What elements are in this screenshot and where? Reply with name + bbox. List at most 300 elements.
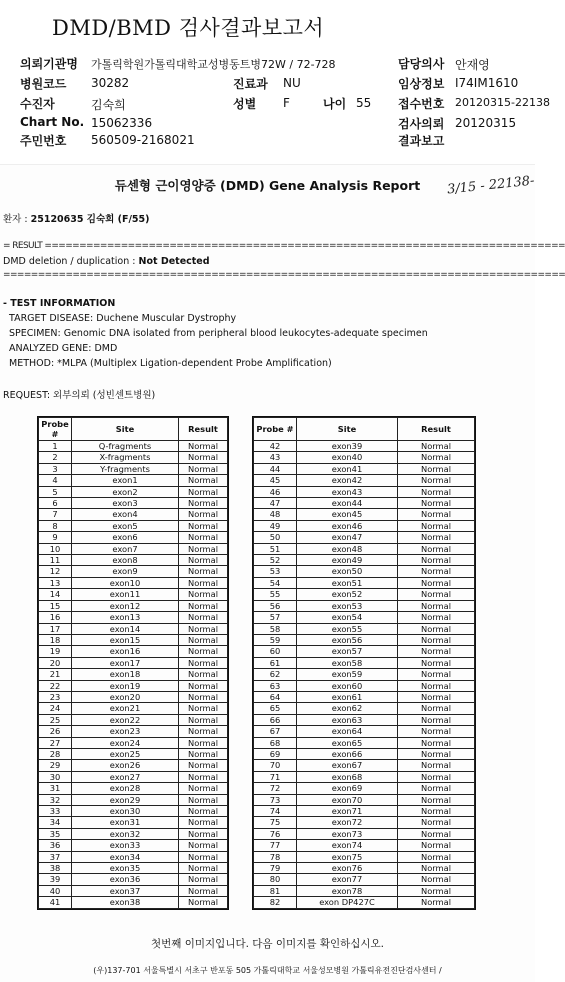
patient-label: 수진자 bbox=[20, 97, 55, 111]
probe-result: Normal bbox=[179, 840, 228, 851]
probe-site: exon55 bbox=[297, 623, 398, 634]
probe-number: 12 bbox=[39, 566, 72, 577]
probe-site: exon17 bbox=[72, 657, 179, 668]
probe-result: Normal bbox=[179, 703, 228, 714]
probe-number: 81 bbox=[254, 885, 297, 896]
probe-site: exon40 bbox=[297, 452, 398, 463]
table-row bbox=[39, 874, 228, 885]
probe-result: Normal bbox=[179, 555, 228, 566]
probe-site: exon24 bbox=[72, 737, 179, 748]
table-row bbox=[254, 543, 475, 554]
table-row bbox=[254, 498, 475, 509]
table-row bbox=[254, 714, 475, 725]
probe-number: 31 bbox=[39, 783, 72, 794]
probe-number: 67 bbox=[254, 726, 297, 737]
probe-result: Normal bbox=[398, 714, 475, 725]
table-row bbox=[254, 566, 475, 577]
table-row bbox=[254, 737, 475, 748]
probe-result: Normal bbox=[179, 498, 228, 509]
probe-result: Normal bbox=[398, 669, 475, 680]
probe-number: 38 bbox=[39, 863, 72, 874]
dept-label: 진료과 bbox=[233, 77, 268, 91]
probe-site: exon41 bbox=[297, 463, 398, 474]
probe-number: 60 bbox=[254, 646, 297, 657]
probe-number: 20 bbox=[39, 657, 72, 668]
table-row bbox=[39, 840, 228, 851]
probe-result: Normal bbox=[179, 737, 228, 748]
probe-number: 82 bbox=[254, 897, 297, 908]
probe-number: 15 bbox=[39, 600, 72, 611]
probe-site: exon67 bbox=[297, 760, 398, 771]
probe-result: Normal bbox=[179, 532, 228, 543]
probe-number: 33 bbox=[39, 806, 72, 817]
table-row bbox=[254, 509, 475, 520]
probe-result: Normal bbox=[179, 589, 228, 600]
probe-site: exon68 bbox=[297, 771, 398, 782]
col-site-header: Site bbox=[72, 418, 179, 441]
table-row bbox=[254, 600, 475, 611]
col-result-header: Result bbox=[179, 418, 228, 441]
probe-result: Normal bbox=[398, 726, 475, 737]
probe-number: 3 bbox=[39, 463, 72, 474]
probe-number: 6 bbox=[39, 498, 72, 509]
document-title: DMD/BMD 검사결과보고서 bbox=[52, 16, 325, 40]
probe-number: 45 bbox=[254, 475, 297, 486]
probe-number: 51 bbox=[254, 543, 297, 554]
result-separator: = RESULT =========================================================================== bbox=[3, 241, 565, 251]
probe-site: exon59 bbox=[297, 669, 398, 680]
probe-result: Normal bbox=[398, 703, 475, 714]
probe-site: exon73 bbox=[297, 828, 398, 839]
probe-result: Normal bbox=[398, 863, 475, 874]
probe-number: 35 bbox=[39, 828, 72, 839]
probe-site: Q-fragments bbox=[72, 441, 179, 452]
table-row bbox=[254, 680, 475, 691]
table-row bbox=[254, 577, 475, 588]
probe-number: 40 bbox=[39, 885, 72, 896]
chart-no-label: Chart No. bbox=[20, 115, 85, 129]
probe-number: 41 bbox=[39, 897, 72, 908]
probe-site: exon70 bbox=[297, 794, 398, 805]
table-row bbox=[39, 543, 228, 554]
probe-result: Normal bbox=[398, 475, 475, 486]
probe-site: exon62 bbox=[297, 703, 398, 714]
probe-number: 71 bbox=[254, 771, 297, 782]
probe-result: Normal bbox=[398, 680, 475, 691]
table-row bbox=[39, 794, 228, 805]
table-row bbox=[254, 874, 475, 885]
probe-result: Normal bbox=[179, 463, 228, 474]
table-row bbox=[254, 726, 475, 737]
probe-number: 23 bbox=[39, 691, 72, 702]
table-row bbox=[39, 669, 228, 680]
probe-number: 16 bbox=[39, 612, 72, 623]
probe-site: exon13 bbox=[72, 612, 179, 623]
probe-site: exon64 bbox=[297, 726, 398, 737]
probe-result: Normal bbox=[398, 794, 475, 805]
result-report-label: 결과보고 bbox=[398, 134, 445, 148]
probe-number: 25 bbox=[39, 714, 72, 725]
probe-site: exon44 bbox=[297, 498, 398, 509]
probe-site: exon29 bbox=[72, 794, 179, 805]
table-row bbox=[39, 863, 228, 874]
target-disease: TARGET DISEASE: Duchene Muscular Dystrophy bbox=[9, 313, 237, 324]
probe-site: exon12 bbox=[72, 600, 179, 611]
probe-site: exon50 bbox=[297, 566, 398, 577]
probe-site: exon36 bbox=[72, 874, 179, 885]
table-row bbox=[39, 555, 228, 566]
table-row bbox=[39, 623, 228, 634]
probe-result: Normal bbox=[398, 566, 475, 577]
specimen: SPECIMEN: Genomic DNA isolated from peripheral blood leukocytes-adequate specimen bbox=[9, 328, 428, 339]
probe-site: exon56 bbox=[297, 634, 398, 645]
probe-site: exon8 bbox=[72, 555, 179, 566]
probe-result: Normal bbox=[398, 543, 475, 554]
request-line: REQUEST: 외부의뢰 (성빈센트병원) bbox=[3, 390, 156, 401]
table-row bbox=[39, 828, 228, 839]
table-row bbox=[39, 463, 228, 474]
probe-number: 11 bbox=[39, 555, 72, 566]
receipt-label: 접수번호 bbox=[398, 97, 445, 111]
probe-result: Normal bbox=[398, 885, 475, 896]
probe-result: Normal bbox=[398, 486, 475, 497]
probe-number: 48 bbox=[254, 509, 297, 520]
probe-site: exon66 bbox=[297, 748, 398, 759]
table-row bbox=[39, 748, 228, 759]
table-row bbox=[39, 634, 228, 645]
probe-site: exon11 bbox=[72, 589, 179, 600]
probe-result: Normal bbox=[179, 657, 228, 668]
probe-site: exon63 bbox=[297, 714, 398, 725]
probe-site: exon10 bbox=[72, 577, 179, 588]
probe-number: 52 bbox=[254, 555, 297, 566]
probe-result: Normal bbox=[179, 486, 228, 497]
probe-number: 1 bbox=[39, 441, 72, 452]
chart-no-value: 15062336 bbox=[91, 116, 153, 130]
probe-result: Normal bbox=[398, 806, 475, 817]
probe-result: Normal bbox=[179, 897, 228, 908]
probe-result: Normal bbox=[398, 691, 475, 702]
probe-site: exon37 bbox=[72, 885, 179, 896]
probe-result: Normal bbox=[398, 646, 475, 657]
probe-number: 68 bbox=[254, 737, 297, 748]
probe-result: Normal bbox=[398, 828, 475, 839]
hospital-code-value: 30282 bbox=[91, 76, 130, 90]
table-row bbox=[39, 680, 228, 691]
probe-site: exon52 bbox=[297, 589, 398, 600]
probe-number: 4 bbox=[39, 475, 72, 486]
table-row bbox=[254, 532, 475, 543]
probe-site: exon53 bbox=[297, 600, 398, 611]
probe-result: Normal bbox=[398, 612, 475, 623]
probe-number: 18 bbox=[39, 634, 72, 645]
probe-site: exon18 bbox=[72, 669, 179, 680]
probe-number: 59 bbox=[254, 634, 297, 645]
probe-number: 64 bbox=[254, 691, 297, 702]
probe-site: exon54 bbox=[297, 612, 398, 623]
probe-result: Normal bbox=[179, 520, 228, 531]
probe-result: Normal bbox=[398, 441, 475, 452]
probe-result: Normal bbox=[179, 646, 228, 657]
probe-number: 24 bbox=[39, 703, 72, 714]
probe-site: exon16 bbox=[72, 646, 179, 657]
table-row bbox=[254, 885, 475, 896]
probe-table-right bbox=[253, 417, 475, 909]
probe-number: 7 bbox=[39, 509, 72, 520]
probe-result: Normal bbox=[179, 714, 228, 725]
probe-site: exon9 bbox=[72, 566, 179, 577]
patient-line: 환자 : 25120635 김숙희 (F/55) bbox=[3, 214, 150, 225]
probe-result: Normal bbox=[179, 885, 228, 896]
table-row bbox=[254, 657, 475, 668]
probe-site: exon28 bbox=[72, 783, 179, 794]
probe-result: Normal bbox=[179, 600, 228, 611]
table-row bbox=[254, 828, 475, 839]
probe-number: 5 bbox=[39, 486, 72, 497]
probe-site: exon39 bbox=[297, 441, 398, 452]
age-value: 55 bbox=[356, 96, 372, 110]
probe-number: 14 bbox=[39, 589, 72, 600]
hospital-code-label: 병원코드 bbox=[20, 77, 67, 91]
probe-site: exon46 bbox=[297, 520, 398, 531]
dept-value: NU bbox=[283, 76, 301, 90]
probe-result: Normal bbox=[179, 806, 228, 817]
table-row bbox=[39, 851, 228, 862]
table-row bbox=[39, 441, 228, 452]
test-info-heading: - TEST INFORMATION bbox=[3, 298, 116, 309]
probe-result: Normal bbox=[179, 566, 228, 577]
probe-number: 37 bbox=[39, 851, 72, 862]
handwritten-note: 3/15 - 22138- bbox=[446, 173, 536, 198]
table-row bbox=[39, 520, 228, 531]
probe-number: 76 bbox=[254, 828, 297, 839]
table-row bbox=[254, 634, 475, 645]
probe-site: exon74 bbox=[297, 840, 398, 851]
probe-number: 26 bbox=[39, 726, 72, 737]
table-row bbox=[254, 760, 475, 771]
clinical-value: I74IM1610 bbox=[455, 76, 519, 90]
probe-result: Normal bbox=[179, 748, 228, 759]
table-row bbox=[39, 452, 228, 463]
sex-label: 성별 bbox=[233, 97, 257, 111]
col-site-header: Site bbox=[297, 418, 398, 441]
probe-number: 10 bbox=[39, 543, 72, 554]
probe-result: Normal bbox=[398, 657, 475, 668]
receipt-value: 20120315-22138 bbox=[455, 96, 550, 109]
probe-result: Normal bbox=[398, 509, 475, 520]
col-probe-header: Probe # bbox=[254, 418, 297, 441]
probe-number: 70 bbox=[254, 760, 297, 771]
footer-address: (우)137-701 서울특별시 서초구 반포동 505 가톨릭대학교 서울성모병원 가톨릭유전진단검사센터 / bbox=[93, 966, 442, 975]
probe-site: exon69 bbox=[297, 783, 398, 794]
table-row bbox=[254, 794, 475, 805]
probe-result: Normal bbox=[179, 783, 228, 794]
probe-site: exon78 bbox=[297, 885, 398, 896]
probe-result: Normal bbox=[179, 817, 228, 828]
sex-value: F bbox=[283, 96, 290, 110]
table-row bbox=[39, 806, 228, 817]
table-row bbox=[254, 612, 475, 623]
probe-site: exon14 bbox=[72, 623, 179, 634]
probe-site: exon38 bbox=[72, 897, 179, 908]
probe-site: exon60 bbox=[297, 680, 398, 691]
probe-site: exon19 bbox=[72, 680, 179, 691]
probe-site: exon2 bbox=[72, 486, 179, 497]
probe-number: 36 bbox=[39, 840, 72, 851]
probe-number: 17 bbox=[39, 623, 72, 634]
probe-site: exon3 bbox=[72, 498, 179, 509]
patient-value: 김숙희 bbox=[91, 98, 126, 112]
probe-number: 32 bbox=[39, 794, 72, 805]
table-row bbox=[39, 771, 228, 782]
deletion-result: DMD deletion / duplication : Not Detected bbox=[3, 256, 210, 267]
age-label: 나이 bbox=[323, 97, 347, 111]
doctor-value: 안재영 bbox=[455, 58, 490, 72]
table-row bbox=[254, 475, 475, 486]
table-row bbox=[254, 463, 475, 474]
institution-label: 의뢰기관명 bbox=[20, 57, 78, 71]
probe-site: exon32 bbox=[72, 828, 179, 839]
doctor-label: 담당의사 bbox=[398, 57, 445, 71]
probe-site: exon35 bbox=[72, 863, 179, 874]
table-row bbox=[254, 520, 475, 531]
probe-number: 34 bbox=[39, 817, 72, 828]
probe-number: 29 bbox=[39, 760, 72, 771]
request-date-label: 검사의뢰 bbox=[398, 117, 445, 131]
probe-number: 62 bbox=[254, 669, 297, 680]
probe-result: Normal bbox=[398, 634, 475, 645]
table-row bbox=[39, 783, 228, 794]
probe-result: Normal bbox=[179, 543, 228, 554]
probe-number: 79 bbox=[254, 863, 297, 874]
probe-result: Normal bbox=[179, 874, 228, 885]
probe-result: Normal bbox=[398, 760, 475, 771]
probe-result: Normal bbox=[398, 623, 475, 634]
table-row bbox=[254, 806, 475, 817]
probe-number: 58 bbox=[254, 623, 297, 634]
probe-number: 73 bbox=[254, 794, 297, 805]
probe-number: 72 bbox=[254, 783, 297, 794]
probe-number: 27 bbox=[39, 737, 72, 748]
separator-line: ================================================================================= bbox=[3, 270, 565, 280]
probe-result: Normal bbox=[398, 817, 475, 828]
probe-site: exon45 bbox=[297, 509, 398, 520]
probe-result: Normal bbox=[398, 520, 475, 531]
probe-number: 54 bbox=[254, 577, 297, 588]
table-row bbox=[254, 840, 475, 851]
probe-number: 65 bbox=[254, 703, 297, 714]
table-row bbox=[254, 646, 475, 657]
table-row bbox=[39, 486, 228, 497]
probe-site: exon21 bbox=[72, 703, 179, 714]
probe-site: exon22 bbox=[72, 714, 179, 725]
table-row bbox=[39, 589, 228, 600]
probe-result: Normal bbox=[179, 623, 228, 634]
table-row bbox=[254, 623, 475, 634]
probe-number: 19 bbox=[39, 646, 72, 657]
probe-site: exon72 bbox=[297, 817, 398, 828]
table-row bbox=[254, 691, 475, 702]
probe-number: 55 bbox=[254, 589, 297, 600]
probe-result: Normal bbox=[398, 783, 475, 794]
table-row bbox=[39, 475, 228, 486]
institution-value: 가톨릭학원가톨릭대학교성병동트병72W / 72-728 bbox=[91, 58, 336, 71]
probe-result: Normal bbox=[179, 863, 228, 874]
table-row bbox=[254, 817, 475, 828]
table-row bbox=[39, 498, 228, 509]
table-row bbox=[39, 714, 228, 725]
probe-site: exon58 bbox=[297, 657, 398, 668]
probe-site: exon4 bbox=[72, 509, 179, 520]
probe-site: exon25 bbox=[72, 748, 179, 759]
probe-site: exon75 bbox=[297, 851, 398, 862]
probe-site: exon51 bbox=[297, 577, 398, 588]
table-row bbox=[39, 509, 228, 520]
probe-result: Normal bbox=[179, 634, 228, 645]
probe-site: exon20 bbox=[72, 691, 179, 702]
probe-result: Normal bbox=[179, 828, 228, 839]
col-probe-header: Probe # bbox=[39, 418, 72, 441]
table-row bbox=[254, 771, 475, 782]
table-row bbox=[39, 600, 228, 611]
probe-result: Normal bbox=[398, 532, 475, 543]
probe-number: 21 bbox=[39, 669, 72, 680]
probe-site: exon65 bbox=[297, 737, 398, 748]
probe-number: 42 bbox=[254, 441, 297, 452]
probe-site: exon30 bbox=[72, 806, 179, 817]
probe-number: 53 bbox=[254, 566, 297, 577]
probe-number: 49 bbox=[254, 520, 297, 531]
probe-number: 50 bbox=[254, 532, 297, 543]
probe-result: Normal bbox=[179, 441, 228, 452]
probe-result: Normal bbox=[398, 748, 475, 759]
probe-site: exon77 bbox=[297, 874, 398, 885]
probe-result: Normal bbox=[398, 897, 475, 908]
probe-site: exon27 bbox=[72, 771, 179, 782]
probe-table-left bbox=[38, 417, 228, 909]
col-result-header: Result bbox=[398, 418, 475, 441]
probe-site: exon61 bbox=[297, 691, 398, 702]
probe-result: Normal bbox=[398, 577, 475, 588]
probe-number: 57 bbox=[254, 612, 297, 623]
table-row bbox=[254, 783, 475, 794]
probe-number: 78 bbox=[254, 851, 297, 862]
report-title: 듀센형 근이영양증 (DMD) Gene Analysis Report bbox=[114, 178, 421, 193]
report-header bbox=[0, 0, 550, 160]
probe-result: Normal bbox=[398, 555, 475, 566]
table-row bbox=[254, 452, 475, 463]
probe-result: Normal bbox=[398, 498, 475, 509]
table-row bbox=[254, 441, 475, 452]
rrn-value: 560509-2168021 bbox=[91, 133, 195, 147]
table-row bbox=[254, 897, 475, 908]
table-row bbox=[39, 726, 228, 737]
probe-number: 69 bbox=[254, 748, 297, 759]
probe-number: 63 bbox=[254, 680, 297, 691]
probe-site: exon47 bbox=[297, 532, 398, 543]
table-row bbox=[39, 703, 228, 714]
table-row bbox=[39, 885, 228, 896]
probe-result: Normal bbox=[179, 475, 228, 486]
probe-site: exon43 bbox=[297, 486, 398, 497]
probe-site: exon1 bbox=[72, 475, 179, 486]
table-row bbox=[39, 817, 228, 828]
probe-result: Normal bbox=[179, 794, 228, 805]
table-row bbox=[39, 737, 228, 748]
table-row bbox=[254, 703, 475, 714]
probe-result: Normal bbox=[398, 600, 475, 611]
probe-site: exon7 bbox=[72, 543, 179, 554]
